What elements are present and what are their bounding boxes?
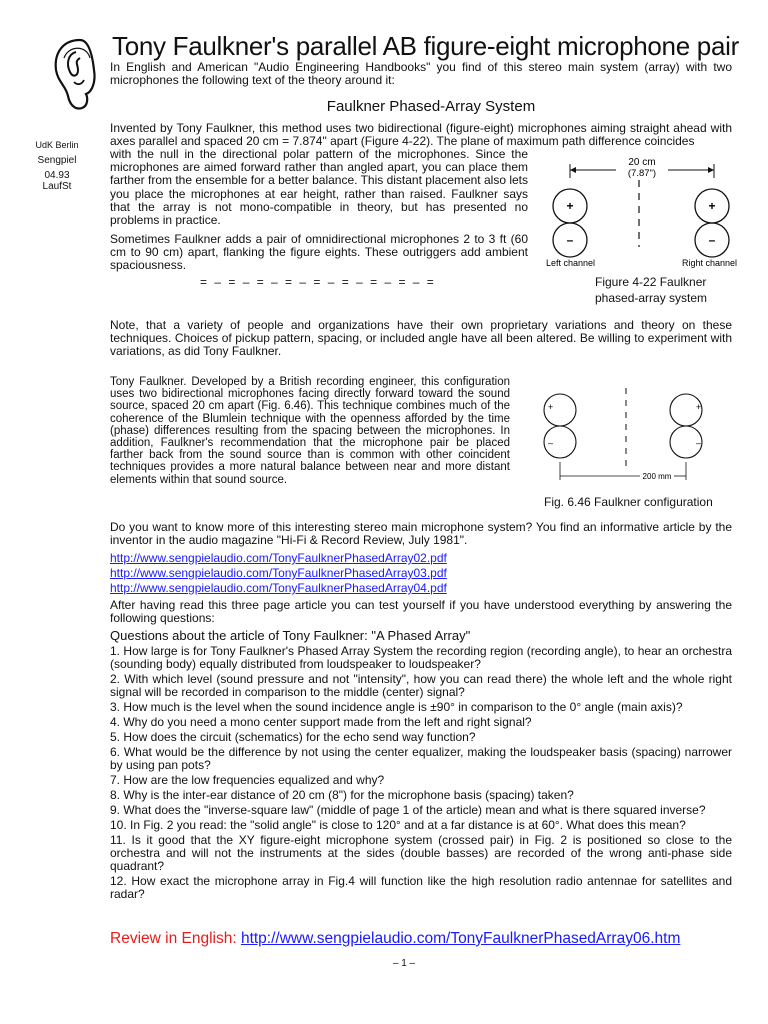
review-link[interactable]: http://www.sengpielaudio.com/TonyFaulknerPhasedArray06.htm bbox=[240, 930, 681, 947]
question-item: 9. What does the "inverse-square law" (middle of page 1 of the article) mean and what is there squared inverse? bbox=[110, 803, 706, 817]
spacing-inch-label: (7.87") bbox=[627, 168, 657, 179]
article-links bbox=[110, 551, 447, 596]
faulkner-paragraph-1-continued: with the null in the directional polar pattern of the microphones. Since the microphones are aimed forward rather than angled apart, you can place them farther from the ensemble for a better balance. This distant placement also lets you place the microphones at ear height, rather than raised. Faulkner says that the array is not mono-compatible in theory, but has presented no problems in practice. bbox=[110, 147, 528, 228]
question-item: 2. With which level (sound pressure and not "intensity", how you can read there) the whole left and the whole right signal will be recorded in comparison to the middle (center) signal? bbox=[110, 672, 732, 699]
question-item: 1. How large is for Tony Faulkner's Phased Array System the recording region (recording angle), to hear an orchestra (sounding body) equally distributed from loudspeaker to loudspeaker? bbox=[110, 644, 732, 671]
plus-sign: + bbox=[566, 199, 574, 213]
article-paragraph: Do you want to know more of this interesting stereo main microphone system? You find an informative article by the inventor in the audio magazine "Hi-Fi & Record Review, July 1981". bbox=[110, 520, 732, 548]
question-item: 6. What would be the difference by not using the center equalizer, making the loudspeaker basis (spacing) narrower by using pan pots? bbox=[110, 745, 732, 772]
question-item: 4. Why do you need a mono center support made from the left and right signal? bbox=[110, 715, 532, 729]
figure-4-22-diagram bbox=[536, 152, 746, 270]
questions-list bbox=[110, 645, 732, 903]
left-channel-label: Left channel bbox=[546, 258, 596, 268]
minus-sign: – bbox=[696, 438, 702, 448]
right-channel-label: Right channel bbox=[682, 258, 738, 268]
review-label: Review in English: bbox=[110, 930, 241, 947]
faulkner-configuration-paragraph: Tony Faulkner. Developed by a British recording engineer, this configuration uses two bidirectional microphones facing directly forward toward the sound source, spaced 20 cm apart (Fig. 6.46). This technique combines much of the coherence of the Blumlein technique with the openness afforded by the time (phase) differences resulting from the spacing between the microphones. In addition, Faulkner's recommendation that the microphone pair be placed farther back from the sound source than is common with other coincident techniques provides a more natural balance between near and more distant elements within that sound source. bbox=[110, 376, 510, 486]
sidebar-note bbox=[22, 140, 92, 192]
spacing-label: 20 cm bbox=[628, 157, 656, 168]
question-item: 7. How are the low frequencies equalized and why? bbox=[110, 773, 385, 787]
review-line bbox=[110, 929, 680, 949]
plus-sign: + bbox=[548, 402, 554, 412]
figure-6-46-diagram bbox=[522, 386, 722, 492]
question-item: 12. How exact the microphone array in Fig.4 will function like the high resolution radio antennae for satellites and radar? bbox=[110, 874, 732, 901]
intro-paragraph: In English and American "Audio Engineering Handbooks" you find of this stereo main system (array) with two microphones the following text of the theory around it: bbox=[110, 60, 732, 88]
article-link-page-4[interactable]: http://www.sengpielaudio.com/TonyFaulknerPhasedArray04.pdf bbox=[110, 581, 447, 595]
minus-sign: – bbox=[548, 438, 554, 448]
faulkner-paragraph-2: Sometimes Faulkner adds a pair of omnidirectional microphones 2 to 3 ft (60 cm to 90 cm) apart, flanking the figure eights. These outriggers add ambient spaciousness. bbox=[110, 232, 528, 273]
sidebar-line: LaufSt bbox=[42, 181, 72, 192]
question-item: 3. How much is the level when the sound incidence angle is ±90° in comparison to the 0° angle (main axis)? bbox=[110, 700, 683, 714]
question-item: 5. How does the circuit (schematics) for the echo send way function? bbox=[110, 730, 476, 744]
figure-6-46-caption: Fig. 6.46 Faulkner configuration bbox=[544, 495, 713, 509]
question-item: 10. In Fig. 2 you read: the "solid angle" is close to 120° and at a far distance is at 60°. What does this mean? bbox=[110, 818, 686, 832]
minus-sign: – bbox=[566, 233, 574, 247]
question-item: 11. Is it good that the XY figure-eight microphone system (crossed pair) in Fig. 2 is positioned so close to the orchestra and will not the instruments at the sides (double basses) are recorded of the wrong anti-phase side quadrant? bbox=[110, 833, 732, 873]
article-link-page-3[interactable]: http://www.sengpielaudio.com/TonyFaulknerPhasedArray03.pdf bbox=[110, 566, 447, 580]
sidebar-line: UdK Berlin bbox=[35, 140, 79, 150]
note-paragraph: Note, that a variety of people and organizations have their own proprietary variations and theory on these techniques. Choices of pickup pattern, spacing, or included angle have all been altered. Be willing to experiment with variations, as did Tony Faulkner. bbox=[110, 318, 732, 359]
page-number: – 1 – bbox=[392, 958, 416, 969]
separator-dashes: = – = – = – = – = – = – = – = – = bbox=[200, 275, 436, 289]
article-link-page-2[interactable]: http://www.sengpielaudio.com/TonyFaulknerPhasedArray02.pdf bbox=[110, 551, 447, 565]
plus-sign: + bbox=[708, 199, 716, 213]
section-heading: Faulkner Phased-Array System bbox=[326, 98, 536, 115]
dimension-label: 200 mm bbox=[642, 472, 672, 481]
minus-sign: – bbox=[708, 233, 716, 247]
page-title: Tony Faulkner's parallel AB figure-eight microphone pair bbox=[112, 31, 739, 61]
questions-heading: Questions about the article of Tony Faulkner: "A Phased Array" bbox=[110, 628, 471, 643]
after-reading-paragraph: After having read this three page article you can test yourself if you have understood everything by answering the following questions: bbox=[110, 598, 732, 626]
question-item: 8. Why is the inter-ear distance of 20 cm (8") for the microphone basis (spacing) taken? bbox=[110, 788, 574, 802]
sidebar-line: Sengpiel bbox=[37, 155, 77, 166]
sidebar-line: 04.93 bbox=[44, 170, 70, 181]
faulkner-paragraph-1: Invented by Tony Faulkner, this method uses two bidirectional (figure-eight) microphones aiming straight ahead with axes parallel and spaced 20 cm = 7.874" apart (Figure 4-22). The plane of maximum path difference coincides bbox=[110, 121, 732, 149]
plus-sign: + bbox=[696, 402, 702, 412]
figure-4-22-caption: Figure 4-22 Faulkner phased-array system bbox=[595, 275, 708, 305]
